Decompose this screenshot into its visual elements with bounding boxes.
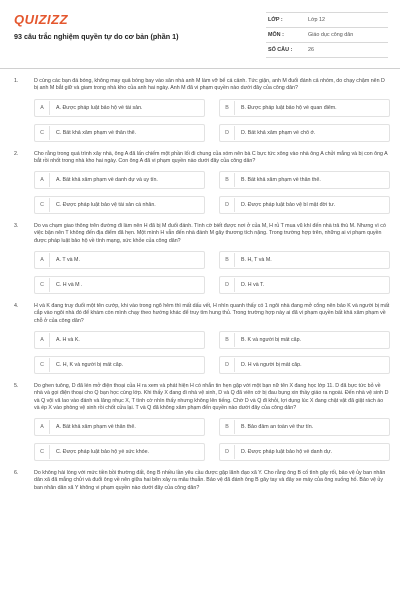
- answer-option[interactable]: [219, 443, 390, 461]
- question-number: 1.: [14, 78, 19, 84]
- question-row: [14, 223, 390, 245]
- meta-row-class: [266, 12, 388, 28]
- answer-option[interactable]: [219, 356, 390, 374]
- answer-option[interactable]: [34, 331, 205, 349]
- question-text: Do ghen tuông, D đã lén mở điện thoại của H ra xem và phát hiện H có nhắn tin hẹn gặp với một bạn nữ tên X đang học lớp 11. D đã bực tức bỏ về nhà và gọi điện thoại cho Q bạn học cùng lớp. Khi thấy X đang đi nhà vệ sinh, D và Q đã viên cớ bị đau bụng xin thầy giáo ra ngoài. Đến nhà vệ sinh D và Q vội vã lao vào đánh và lăng nhục X, T tình cờ nhìn thấy nhưng không lên tiếng. Chờ D và Q đi khỏi, lợi dụng lúc X đang chật vật đã giật rách áo và ép X vào phòng vệ sinh rồi chốt cửa lại. T và Q đã không xâm phạm đến quyền nào dưới đây của công dân?: [34, 382, 389, 411]
- question-row: [14, 151, 390, 166]
- option-text: D. Được pháp luật bảo hộ về danh dự.: [241, 449, 332, 456]
- question-number: 6.: [14, 470, 19, 477]
- option-letter: B: [220, 333, 235, 347]
- option-letter: B: [220, 101, 235, 115]
- question-row: [14, 383, 390, 412]
- option-text: C. H và M .: [56, 282, 83, 289]
- question-number: 3.: [14, 223, 19, 230]
- option-text: C. Được pháp luật bảo hộ yề sức khỏe.: [56, 449, 150, 456]
- worksheet-header: [0, 0, 400, 60]
- meta-value: Giáo dục công dân: [308, 32, 354, 38]
- question-item: [14, 223, 390, 294]
- answer-option[interactable]: [219, 418, 390, 436]
- answer-option[interactable]: [34, 99, 205, 117]
- answer-option[interactable]: [34, 356, 205, 374]
- question-text: H và K đang truy đuổi một tên cướp, khi vào trong ngõ hẻm thì mất dấu vết, H nhìn quanh thấy có 1 ngôi nhà đang mở cổng nên bảo K và người bị mất cắp vào ngôi nhà đó để khám còn mình chạy theo hướng khác để truy tìm hung thủ. Trong trường hợp này ai đã vi phạm quyền bất khả xâm phạm về chỗ ở của công dân?: [34, 303, 390, 324]
- question-number: 5.: [14, 382, 19, 389]
- worksheet-title: 93 câu trắc nghiệm quyền tự do cơ bản (phần 1): [14, 32, 179, 41]
- option-text: A. Được pháp luật bảo hộ về tài sản.: [56, 104, 143, 111]
- question-list: [14, 78, 390, 501]
- answer-option[interactable]: [219, 171, 390, 189]
- option-text: D. Được pháp luật bảo vệ bí mật đời tư.: [241, 202, 336, 209]
- option-text: D. H và người bị mất cắp.: [241, 361, 302, 368]
- question-item: [14, 151, 390, 215]
- option-letter: D: [220, 445, 235, 459]
- answer-option[interactable]: [34, 418, 205, 436]
- answer-option[interactable]: [219, 196, 390, 214]
- option-text: C. H, K và người bị mất cắp.: [56, 361, 124, 368]
- option-letter: D: [220, 198, 235, 212]
- question-row: [14, 470, 390, 492]
- answer-option[interactable]: [34, 196, 205, 214]
- meta-value: Lớp 12: [308, 17, 326, 23]
- option-text: A. Bất khả xâm phạm về danh dự và uy tín.: [56, 177, 158, 184]
- question-row: [14, 78, 390, 93]
- option-text: A. T và M.: [56, 257, 80, 264]
- question-number: 4.: [14, 303, 19, 310]
- option-letter: B: [220, 420, 235, 434]
- meta-label: SỐ CÂU :: [268, 47, 293, 53]
- option-text: A. H và K.: [56, 336, 80, 343]
- option-letter: C: [35, 126, 50, 140]
- answer-option[interactable]: [34, 171, 205, 189]
- answer-options: [34, 99, 390, 142]
- question-item: [14, 78, 390, 142]
- answer-options: [34, 331, 390, 374]
- quizizz-logo: QUIZIZZ: [14, 12, 69, 27]
- answer-option[interactable]: [219, 99, 390, 117]
- header-divider: [0, 68, 400, 69]
- question-row: [14, 303, 390, 325]
- question-item: [14, 303, 390, 374]
- option-text: C. Được pháp luật bảo vệ tài sản cá nhân.: [56, 202, 156, 209]
- question-text: Do không hài lòng với mức tiền bồi thường đất, ông B nhiều lần yêu cầu được gặp lãnh đạo xã Y. Cho rằng ông B cố tình gây rối, bảo vệ ủy ban nhân dân xã đã mắng chửi và đuổi ông về nên giữa hai bên xảy ra mâu thuẫn. Bảo vệ đã đánh ông B gây tay và đây xe máy của ông xuống hố. Bảo vệ ủy ban nhân dân xã Y không vi phạm quyền nào dưới đây của công dân?: [34, 470, 386, 491]
- answer-options: [34, 418, 390, 461]
- meta-label: LỚP :: [268, 17, 283, 23]
- option-text: C. Bất khả xâm phạm về thân thể.: [56, 129, 137, 136]
- option-letter: A: [35, 253, 50, 267]
- answer-option[interactable]: [219, 331, 390, 349]
- answer-option[interactable]: [219, 276, 390, 294]
- answer-option[interactable]: [219, 124, 390, 142]
- option-letter: C: [35, 278, 50, 292]
- option-letter: C: [35, 358, 50, 372]
- meta-label: MÔN :: [268, 32, 284, 38]
- option-letter: D: [220, 278, 235, 292]
- option-text: D. Bất khả xâm phạm về chỗ ở.: [241, 129, 316, 136]
- option-letter: A: [35, 101, 50, 115]
- question-text: Do va chạm giao thông trên đường đi làm nên H đã bị M đuổi đánh. Tình cờ biết được nơi ở của M, H rủ T mua vũ khí đến nhà trả thù M. Nhưng vì có việc bận nên T không đến địa điểm đã hẹn. Một mình H vẫn đến nhà đánh M gây thương tích nặng. Trong trường hợp trên, những ai vi phạm quyền được pháp luật bảo hộ về tính mạng, sức khỏe của công dân?: [34, 223, 386, 244]
- question-text: Cho rằng trong quá trình xây nhà, ông A đã lấn chiếm một phần lối đi chung của xóm nên bà C bực tức xông vào nhà ông A chửi mắng và bị con ông A bắt rồi nhốt trong nhà kho hai ngày. Con ông A đã vi phạm quyền nào dưới đây của công dân?: [34, 150, 388, 164]
- question-number: 2.: [14, 150, 19, 157]
- meta-row-count: [266, 43, 388, 58]
- option-letter: D: [220, 358, 235, 372]
- option-text: B. Được pháp luật bảo hộ về quan điểm.: [241, 104, 337, 111]
- answer-options: [34, 251, 390, 294]
- answer-option[interactable]: [34, 124, 205, 142]
- question-item: [14, 470, 390, 492]
- option-letter: C: [35, 445, 50, 459]
- option-letter: C: [35, 198, 50, 212]
- meta-row-subject: [266, 28, 388, 43]
- meta-table: [266, 12, 388, 58]
- question-item: [14, 383, 390, 461]
- answer-option[interactable]: [219, 251, 390, 269]
- answer-option[interactable]: [34, 276, 205, 294]
- option-letter: A: [35, 333, 50, 347]
- option-letter: A: [35, 420, 50, 434]
- option-letter: B: [220, 253, 235, 267]
- option-text: B. Bất khả xâm phạm về thân thể.: [241, 177, 321, 184]
- option-text: A. Bất khả xâm phạm về thân thể.: [56, 424, 136, 431]
- answer-options: [34, 171, 390, 214]
- option-text: B. K và người bị mất cắp.: [241, 336, 302, 343]
- option-text: B. Bảo đảm an toàn về thư tín.: [241, 424, 314, 431]
- question-text: D cùng các bạn đá bóng, không may quả bóng bay vào sân nhà anh M làm vỡ bể cá cảnh. Tức giận, anh M đuổi đánh cả nhóm, do chạy chậm nên D bị anh M bắt giữ và giam trong nhà kho của anh hai ngày. Anh M đã vi phạm quyền nào dưới đây của công dân?: [34, 78, 385, 92]
- option-text: D. H và T.: [241, 282, 265, 289]
- option-text: B. H, T và M.: [241, 257, 272, 264]
- answer-option[interactable]: [34, 251, 205, 269]
- option-letter: A: [35, 173, 50, 187]
- option-letter: D: [220, 126, 235, 140]
- option-letter: B: [220, 173, 235, 187]
- meta-value: 26: [308, 47, 314, 53]
- answer-option[interactable]: [34, 443, 205, 461]
